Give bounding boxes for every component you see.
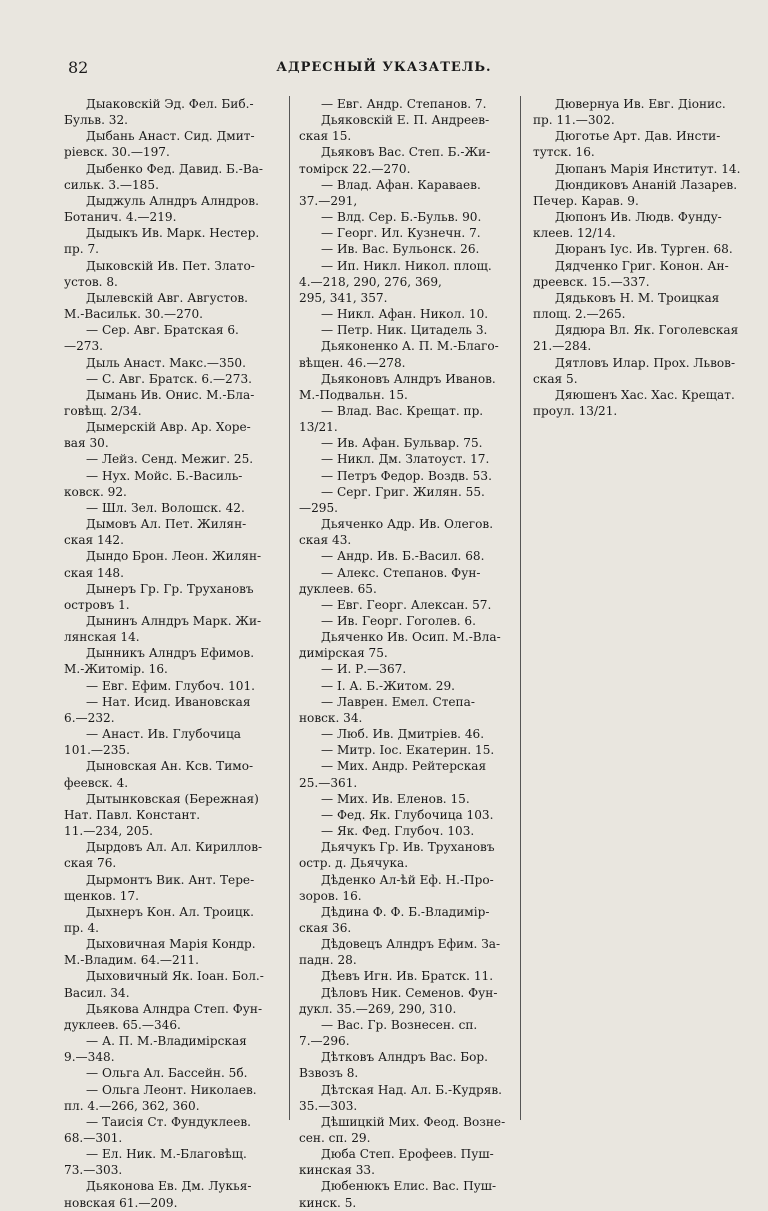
directory-entry <box>299 306 521 322</box>
directory-entry <box>299 839 521 871</box>
entry-line: — Нат. Исид. Ивановская <box>86 694 251 709</box>
entry-line: Дырмонтъ Вик. Ант. Тере- <box>86 872 255 887</box>
entry-line: кинская 33. <box>299 1163 375 1178</box>
entry-line: — Андр. Ив. Б.-Васил. 68. <box>321 549 485 564</box>
entry-line: ковск. 92. <box>64 484 127 499</box>
directory-entry <box>533 355 755 387</box>
directory-entry <box>299 823 521 839</box>
entry-line: — Таисія Ст. Фундуклеев. <box>86 1114 252 1129</box>
directory-column-2 <box>299 96 521 1211</box>
directory-entry <box>299 613 521 629</box>
directory-entry <box>299 322 521 338</box>
entry-line: 6.—232. <box>64 710 115 725</box>
directory-entry <box>299 1049 521 1081</box>
directory-entry <box>299 338 521 370</box>
directory-entry <box>64 694 286 726</box>
entry-line: Дьяченко Ив. Осип. М.-Вла- <box>321 630 501 645</box>
directory-entry <box>64 791 286 839</box>
directory-entry <box>64 387 286 419</box>
directory-entry <box>64 225 286 257</box>
entry-line: — С. Авг. Братск. 6.—273. <box>86 371 252 386</box>
entry-line: Дыновская Ан. Ксв. Тимо- <box>86 759 254 774</box>
directory-entry <box>64 613 286 645</box>
entry-line: — І. А. Б.-Житом. 29. <box>321 678 456 693</box>
entry-line: — Лаврен. Емел. Степа- <box>321 694 475 709</box>
entry-line: — Влд. Сер. Б.-Бульв. 90. <box>321 210 482 225</box>
directory-entry <box>299 258 521 306</box>
directory-entry <box>299 758 521 790</box>
entry-line: — Никл. Афан. Никол. 10. <box>321 307 489 322</box>
entry-line: Дыль Анаст. Макс.—350. <box>86 355 246 370</box>
entry-line: Дьяковскій Е. П. Андреев- <box>321 113 490 128</box>
entry-line: — Лейз. Сенд. Межиг. 25. <box>86 452 254 467</box>
entry-line: Дымань Ив. Онис. М.-Бла- <box>86 387 255 402</box>
entry-line: дуклеев. 65.—346. <box>64 1017 181 1032</box>
entry-line: Дюготье Арт. Дав. Инсти- <box>555 129 721 144</box>
entry-line: Дьякова Алндра Степ. Фун- <box>86 1001 263 1016</box>
entry-line: Дьяконова Ев. Дм. Лукья- <box>86 1179 252 1194</box>
directory-entry <box>299 403 521 435</box>
directory-entry <box>299 484 521 516</box>
entry-line: Дыховичный Як. Іоан. Бол.- <box>86 969 264 984</box>
entry-line: — Влад. Вас. Крещат. пр. <box>321 403 484 418</box>
directory-entry <box>64 161 286 193</box>
entry-line: пр. 7. <box>64 242 100 257</box>
directory-entry <box>533 258 755 290</box>
entry-line: говѣщ. 2/34. <box>64 403 142 418</box>
entry-line: Дюпонъ Ив. Людв. Фунду- <box>555 210 722 225</box>
entry-line: Печер. Карав. 9. <box>533 193 639 208</box>
directory-entry <box>533 322 755 354</box>
entry-line: ская 142. <box>64 533 124 548</box>
directory-entry <box>299 451 521 467</box>
entry-line: димірская 75. <box>299 646 388 661</box>
page-header <box>64 58 704 80</box>
directory-entry <box>64 904 286 936</box>
entry-line: пл. 4.—266, 362, 360. <box>64 1098 200 1113</box>
directory-entry <box>64 193 286 225</box>
entry-line: Взвозъ 8. <box>299 1066 359 1081</box>
entry-line: Дядченко Григ. Конон. Ан- <box>555 258 729 273</box>
entry-line: 11.—234, 205. <box>64 824 154 839</box>
entry-line: — Фед. Як. Глубочица 103. <box>321 807 494 822</box>
entry-line: — Митр. Іос. Екатерин. 15. <box>321 743 495 758</box>
entry-line: — Влад. Афан. Караваев. <box>321 177 481 192</box>
directory-entry <box>64 1065 286 1081</box>
entry-line: Дынеръ Гр. Гр. Трухановъ <box>86 581 254 596</box>
entry-line: 25.—361. <box>299 775 358 790</box>
directory-entry <box>533 209 755 241</box>
entry-line: новская 61.—209. <box>64 1195 178 1210</box>
entry-line: — Ив. Вас. Бульонск. 26. <box>321 242 480 257</box>
entry-line: зоров. 16. <box>299 888 362 903</box>
entry-line: Дювернуа Ив. Евг. Діонис. <box>555 97 726 111</box>
directory-entry <box>64 1001 286 1033</box>
entry-line: клеев. 12/14. <box>533 226 616 241</box>
directory-entry <box>64 936 286 968</box>
entry-line: Дѣловъ Ник. Семенов. Фун- <box>321 985 498 1000</box>
entry-line: — И. Р.—367. <box>321 662 407 677</box>
directory-entry <box>533 241 755 257</box>
entry-line: — Петръ Федор. Воздв. 53. <box>321 468 492 483</box>
entry-line: устов. 8. <box>64 274 118 289</box>
entry-line: — А. П. М.-Владимірская <box>86 1034 247 1049</box>
entry-line: Васил. 34. <box>64 985 130 1000</box>
directory-entry <box>299 144 521 176</box>
entry-line: томірск 22.—270. <box>299 161 411 176</box>
entry-line: падн. 28. <box>299 953 357 968</box>
entry-line: Дыховичная Марія Кондр. <box>86 937 256 952</box>
entry-line: — Мих. Ив. Еленов. 15. <box>321 791 470 806</box>
directory-entry <box>533 96 755 128</box>
entry-line: Дыбань Анаст. Сид. Дмит- <box>86 129 255 144</box>
directory-entry <box>64 96 286 128</box>
entry-line: Дюранъ Іус. Ив. Турген. 68. <box>555 242 733 257</box>
entry-line: Бульв. 32. <box>64 113 129 128</box>
entry-line: Дьячукъ Гр. Ив. Трухановъ <box>321 840 495 855</box>
directory-column-1 <box>64 96 286 1211</box>
directory-entry <box>299 516 521 548</box>
entry-line: 7.—296. <box>299 1034 350 1049</box>
directory-entry <box>299 1017 521 1049</box>
directory-entry <box>299 371 521 403</box>
entry-line: — Шл. Зел. Волошск. 42. <box>86 500 245 515</box>
entry-line: Дюбенюкъ Елис. Вас. Пуш- <box>321 1179 497 1194</box>
entry-line: Дюндиковъ Ананій Лазарев. <box>555 177 738 192</box>
entry-line: Дымерскій Авр. Ар. Хоре- <box>86 420 251 435</box>
directory-entry <box>64 548 286 580</box>
entry-line: феевск. 4. <box>64 775 129 790</box>
directory-entry <box>64 419 286 451</box>
directory-entry <box>64 968 286 1000</box>
directory-entry <box>299 985 521 1017</box>
entry-line: Дѣдина Ф. Ф. Б.-Владимір- <box>321 904 490 919</box>
directory-entry <box>299 742 521 758</box>
directory-entry <box>299 468 521 484</box>
entry-line: — Евг. Георг. Алексан. 57. <box>321 597 492 612</box>
entry-line: Дяюшенъ Хас. Хас. Крещат. <box>555 387 735 402</box>
entry-line: 68.—301. <box>64 1131 123 1145</box>
directory-entry <box>299 241 521 257</box>
entry-line: вѣщен. 46.—278. <box>299 355 406 370</box>
entry-line: ріевск. 30.—197. <box>64 145 170 160</box>
column-divider <box>289 96 290 1120</box>
directory-entry <box>64 516 286 548</box>
entry-line: сильк. 3.—185. <box>64 177 159 192</box>
entry-line: новск. 34. <box>299 710 363 725</box>
directory-entry <box>299 1114 521 1146</box>
directory-entry <box>64 645 286 677</box>
entry-line: М.-Владим. 64.—211. <box>64 953 199 968</box>
entry-line: Дынинъ Алндръ Марк. Жи- <box>86 614 262 628</box>
entry-line: ская 43. <box>299 533 352 548</box>
entry-line: 9.—348. <box>64 1050 115 1065</box>
directory-entry <box>533 128 755 160</box>
entry-line: Нат. Павл. Констант. <box>64 807 201 822</box>
entry-line: Дындо Брон. Леон. Жилян- <box>86 549 262 564</box>
entry-line: Ботанич. 4.—219. <box>64 210 177 225</box>
entry-line: Дьяченко Адр. Ив. Олегов. <box>321 517 494 532</box>
entry-line: — Ив. Георг. Гоголев. 6. <box>321 614 476 628</box>
entry-line: Дыаковскій Эд. Фел. Биб.- <box>86 97 254 111</box>
entry-line: остр. д. Дьячука. <box>299 856 409 871</box>
directory-entry <box>299 726 521 742</box>
entry-line: — Нух. Мойс. Б.-Василь- <box>86 468 243 483</box>
page-title: АДРЕСНЫЙ УКАЗАТЕЛЬ. <box>276 60 492 75</box>
entry-line: Дыбенко Фед. Давид. Б.-Ва- <box>86 161 264 176</box>
entry-line: дукл. 35.—269, 290, 310. <box>299 1001 457 1016</box>
directory-entry <box>64 258 286 290</box>
directory-entry <box>299 678 521 694</box>
directory-entry <box>64 371 286 387</box>
directory-entry <box>64 1114 286 1146</box>
entry-line: Дьяконовъ Алндръ Иванов. <box>321 371 496 386</box>
entry-line: — Мих. Андр. Рейтерская <box>321 759 487 774</box>
entry-line: дуклеев. 65. <box>299 581 377 596</box>
entry-line: ская 15. <box>299 129 352 144</box>
entry-line: Дюба Степ. Ерофеев. Пуш- <box>321 1147 494 1162</box>
entry-line: Дѣденко Ал-ѣй Еф. Н.-Про- <box>321 872 494 887</box>
directory-entry <box>533 177 755 209</box>
entry-line: — Георг. Ил. Кузнечн. 7. <box>321 226 481 241</box>
entry-line: ская 36. <box>299 920 352 935</box>
directory-entry <box>64 1082 286 1114</box>
entry-line: 4.—218, 290, 276, 369, <box>299 274 442 289</box>
directory-entry <box>299 177 521 209</box>
entry-line: Дятловъ Илар. Прох. Львов- <box>555 355 736 370</box>
directory-entry <box>299 435 521 451</box>
entry-line: Дымовъ Ал. Пет. Жилян- <box>86 517 247 532</box>
directory-entry <box>299 629 521 661</box>
directory-entry <box>299 1178 521 1210</box>
entry-line: кинск. 5. <box>299 1195 357 1210</box>
entry-line: —273. <box>64 339 104 354</box>
entry-line: Дюпанъ Марія Институт. 14. <box>555 161 741 176</box>
entry-line: Дѣдовецъ Алндръ Ефим. За- <box>321 937 501 952</box>
entry-line: Дылевскій Авг. Августов. <box>86 290 249 305</box>
directory-entry <box>299 565 521 597</box>
entry-line: — Никл. Дм. Златоуст. 17. <box>321 452 490 467</box>
entry-line: Дѣевъ Игн. Ив. Братск. 11. <box>321 969 494 984</box>
entry-line: — Евг. Ефим. Глубоч. 101. <box>86 678 256 693</box>
page-number: 82 <box>68 58 89 77</box>
directory-entry <box>299 694 521 726</box>
entry-line: 295, 341, 357. <box>299 290 388 305</box>
entry-line: тутск. 16. <box>533 145 595 160</box>
entry-line: — Серг. Григ. Жилян. 55. <box>321 484 485 499</box>
entry-line: проул. 13/21. <box>533 403 618 418</box>
entry-line: М.-Подвальн. 15. <box>299 387 408 402</box>
entry-line: М.-Житомір. 16. <box>64 662 168 677</box>
entry-line: — Ольга Леонт. Николаев. <box>86 1082 257 1097</box>
entry-line: — Ел. Ник. М.-Благовѣщ. <box>86 1147 247 1162</box>
entry-line: пр. 11.—302. <box>533 113 615 128</box>
entry-line: — Ип. Никл. Никол. площ. <box>321 258 492 273</box>
entry-line: — Як. Фед. Глубоч. 103. <box>321 824 475 839</box>
directory-entry <box>64 839 286 871</box>
entry-line: М.-Васильк. 30.—270. <box>64 307 204 322</box>
entry-line: 13/21. <box>299 420 338 435</box>
directory-entry <box>299 209 521 225</box>
directory-entry <box>299 661 521 677</box>
entry-line: Дыхнеръ Кон. Ал. Троицк. <box>86 904 255 919</box>
entry-line: вая 30. <box>64 436 109 451</box>
directory-entry <box>64 1033 286 1065</box>
entry-line: Дядюра Вл. Як. Гоголевская <box>555 323 739 338</box>
entry-line: ская 76. <box>64 856 117 871</box>
entry-line: Дыджуль Алндръ Алндров. <box>86 193 259 208</box>
directory-entry <box>64 872 286 904</box>
directory-entry <box>299 112 521 144</box>
directory-entry <box>299 936 521 968</box>
entry-line: — Алекс. Степанов. Фун- <box>321 565 481 580</box>
directory-entry <box>533 161 755 177</box>
entry-line: 73.—303. <box>64 1163 123 1178</box>
entry-line: — Сер. Авг. Братская 6. <box>86 323 239 338</box>
directory-entry <box>64 128 286 160</box>
directory-entry <box>299 968 521 984</box>
directory-column-3 <box>533 96 755 419</box>
entry-line: —295. <box>299 500 339 515</box>
entry-line: 35.—303. <box>299 1098 358 1113</box>
entry-line: площ. 2.—265. <box>533 307 626 322</box>
entry-line: Дьяконенко А. П. М.-Благо- <box>321 339 499 354</box>
directory-entry <box>64 1178 286 1210</box>
entry-line: — Анаст. Ив. Глубочица <box>86 727 241 742</box>
directory-entry <box>299 96 521 112</box>
entry-line: Дѣтковъ Алндръ Вас. Бор. <box>321 1050 488 1065</box>
directory-entry <box>299 548 521 564</box>
directory-entry <box>533 290 755 322</box>
directory-entry <box>64 322 286 354</box>
directory-entry <box>299 1146 521 1178</box>
directory-entry <box>299 597 521 613</box>
directory-entry <box>64 468 286 500</box>
entry-line: Дыковскій Ив. Пет. Злато- <box>86 258 255 273</box>
directory-entry <box>64 500 286 516</box>
entry-line: — Ив. Афан. Бульвар. 75. <box>321 436 483 451</box>
entry-line: — Петр. Ник. Цитадель 3. <box>321 323 488 338</box>
directory-entry <box>64 678 286 694</box>
entry-line: Дьяковъ Вас. Степ. Б.-Жи- <box>321 145 491 160</box>
entry-line: Дынникъ Алндръ Ефимов. <box>86 646 255 661</box>
entry-line: пр. 4. <box>64 920 100 935</box>
entry-line: 37.—291, <box>299 193 358 208</box>
entry-line: — Евг. Андр. Степанов. 7. <box>321 97 487 111</box>
entry-line: 21.—284. <box>533 339 592 354</box>
directory-entry <box>64 290 286 322</box>
entry-line: Дѣтская Над. Ал. Б.-Кудряв. <box>321 1082 503 1097</box>
entry-line: островъ 1. <box>64 597 130 612</box>
entry-line: Дѣшицкій Мих. Феод. Возне- <box>321 1114 506 1129</box>
directory-entry <box>64 1146 286 1178</box>
directory-entry <box>64 451 286 467</box>
directory-entry <box>64 726 286 758</box>
entry-line: ская 148. <box>64 565 124 580</box>
entry-line: лянская 14. <box>64 630 140 645</box>
entry-line: дреевск. 15.—337. <box>533 274 650 289</box>
directory-entry <box>299 225 521 241</box>
entry-line: Дыдыкъ Ив. Марк. Нестер. <box>86 226 260 241</box>
directory-entry <box>64 355 286 371</box>
directory-entry <box>299 807 521 823</box>
entry-line: сен. сп. 29. <box>299 1131 371 1145</box>
entry-line: 101.—235. <box>64 743 130 758</box>
entry-line: — Ольга Ал. Бассейн. 5б. <box>86 1066 248 1081</box>
entry-line: — Люб. Ив. Дмитріев. 46. <box>321 727 485 742</box>
directory-entry <box>299 904 521 936</box>
directory-entry <box>64 758 286 790</box>
directory-entry <box>299 872 521 904</box>
directory-entry <box>299 1082 521 1114</box>
entry-line: — Вас. Гр. Вознесен. сп. <box>321 1017 478 1032</box>
directory-entry <box>533 387 755 419</box>
entry-line: Дырдовъ Ал. Ал. Кириллов- <box>86 840 263 855</box>
directory-entry <box>299 791 521 807</box>
entry-line: Дытынковская (Бережная) <box>86 791 259 806</box>
entry-line: щенков. 17. <box>64 888 140 903</box>
directory-entry <box>64 581 286 613</box>
entry-line: Дядьковъ Н. М. Троицкая <box>555 290 720 305</box>
entry-line: ская 5. <box>533 371 578 386</box>
